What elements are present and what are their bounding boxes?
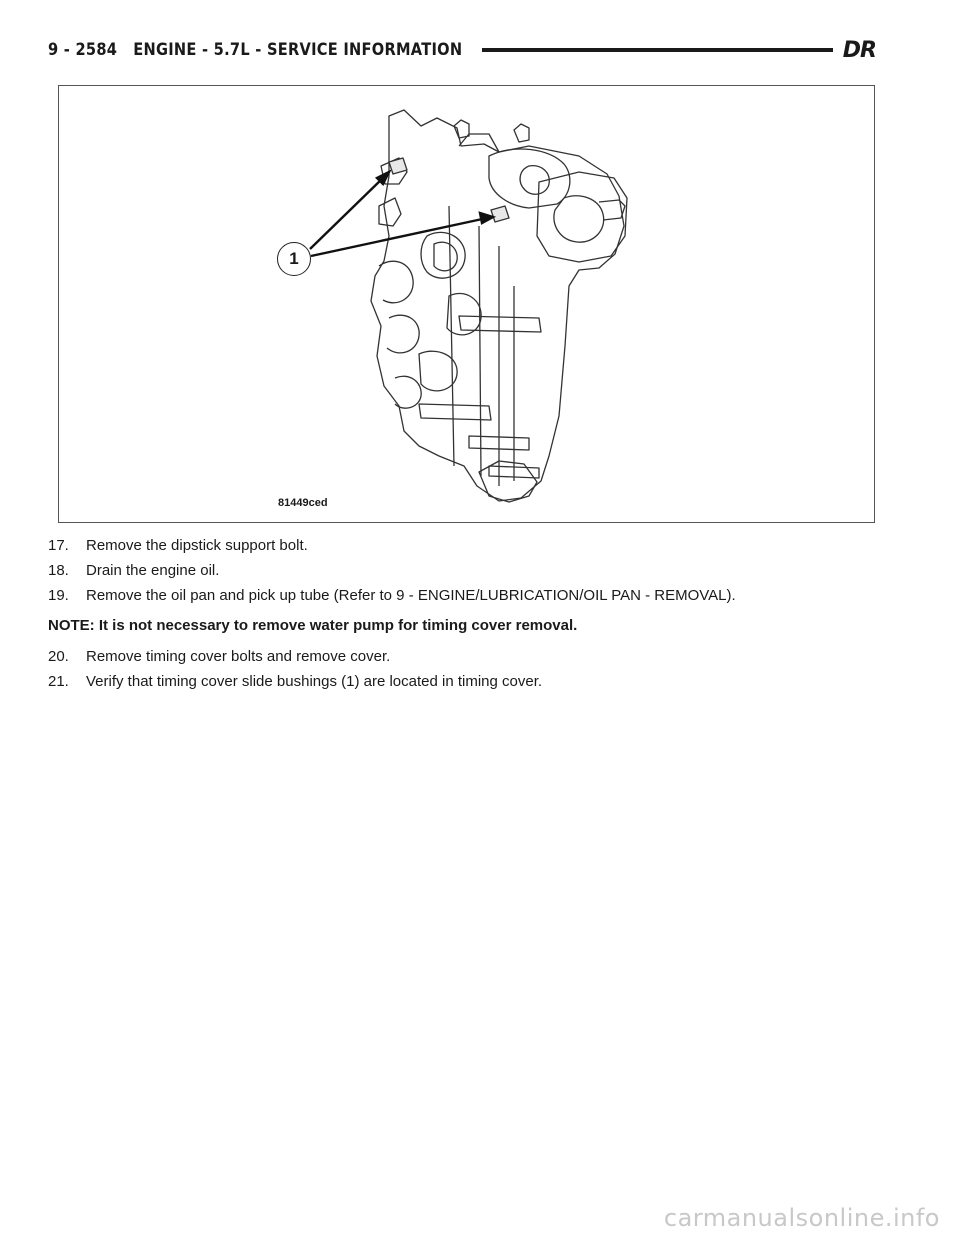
- step-21: [48, 672, 878, 691]
- step-text: Verify that timing cover slide bushings (1) are located in timing cover.: [86, 673, 543, 690]
- step-text: Drain the engine oil.: [86, 562, 220, 579]
- step-text: Remove the dipstick support bolt.: [86, 537, 308, 554]
- step-20: [48, 647, 878, 666]
- callout-1: 1: [277, 242, 311, 276]
- timing-cover-figure: [58, 85, 875, 523]
- step-19: [48, 586, 878, 605]
- step-number: 19.: [48, 587, 69, 604]
- header-title: ENGINE - 5.7L - SERVICE INFORMATION: [133, 40, 463, 60]
- step-number: 18.: [48, 562, 69, 579]
- header-model-code: DR: [842, 37, 876, 63]
- step-18: [48, 561, 878, 580]
- step-number: 17.: [48, 537, 69, 554]
- procedure-text: [48, 536, 878, 697]
- step-number: 20.: [48, 648, 69, 665]
- figure-code: 81449ced: [278, 497, 328, 509]
- page-header: [48, 38, 876, 62]
- step-17: [48, 536, 878, 555]
- step-text: Remove the oil pan and pick up tube (Refer to 9 - ENGINE/LUBRICATION/OIL PAN - REMOVAL).: [86, 587, 736, 604]
- step-text: Remove timing cover bolts and remove cover.: [86, 648, 391, 665]
- timing-cover-illustration: [59, 86, 876, 524]
- header-section-title: [48, 40, 462, 60]
- header-rule: [482, 48, 833, 52]
- header-section-number: 9 - 2584: [48, 40, 118, 60]
- watermark: carmanualsonline.info: [663, 1204, 940, 1232]
- step-number: 21.: [48, 673, 69, 690]
- note-text: NOTE: It is not necessary to remove water pump for timing cover removal.: [48, 617, 578, 634]
